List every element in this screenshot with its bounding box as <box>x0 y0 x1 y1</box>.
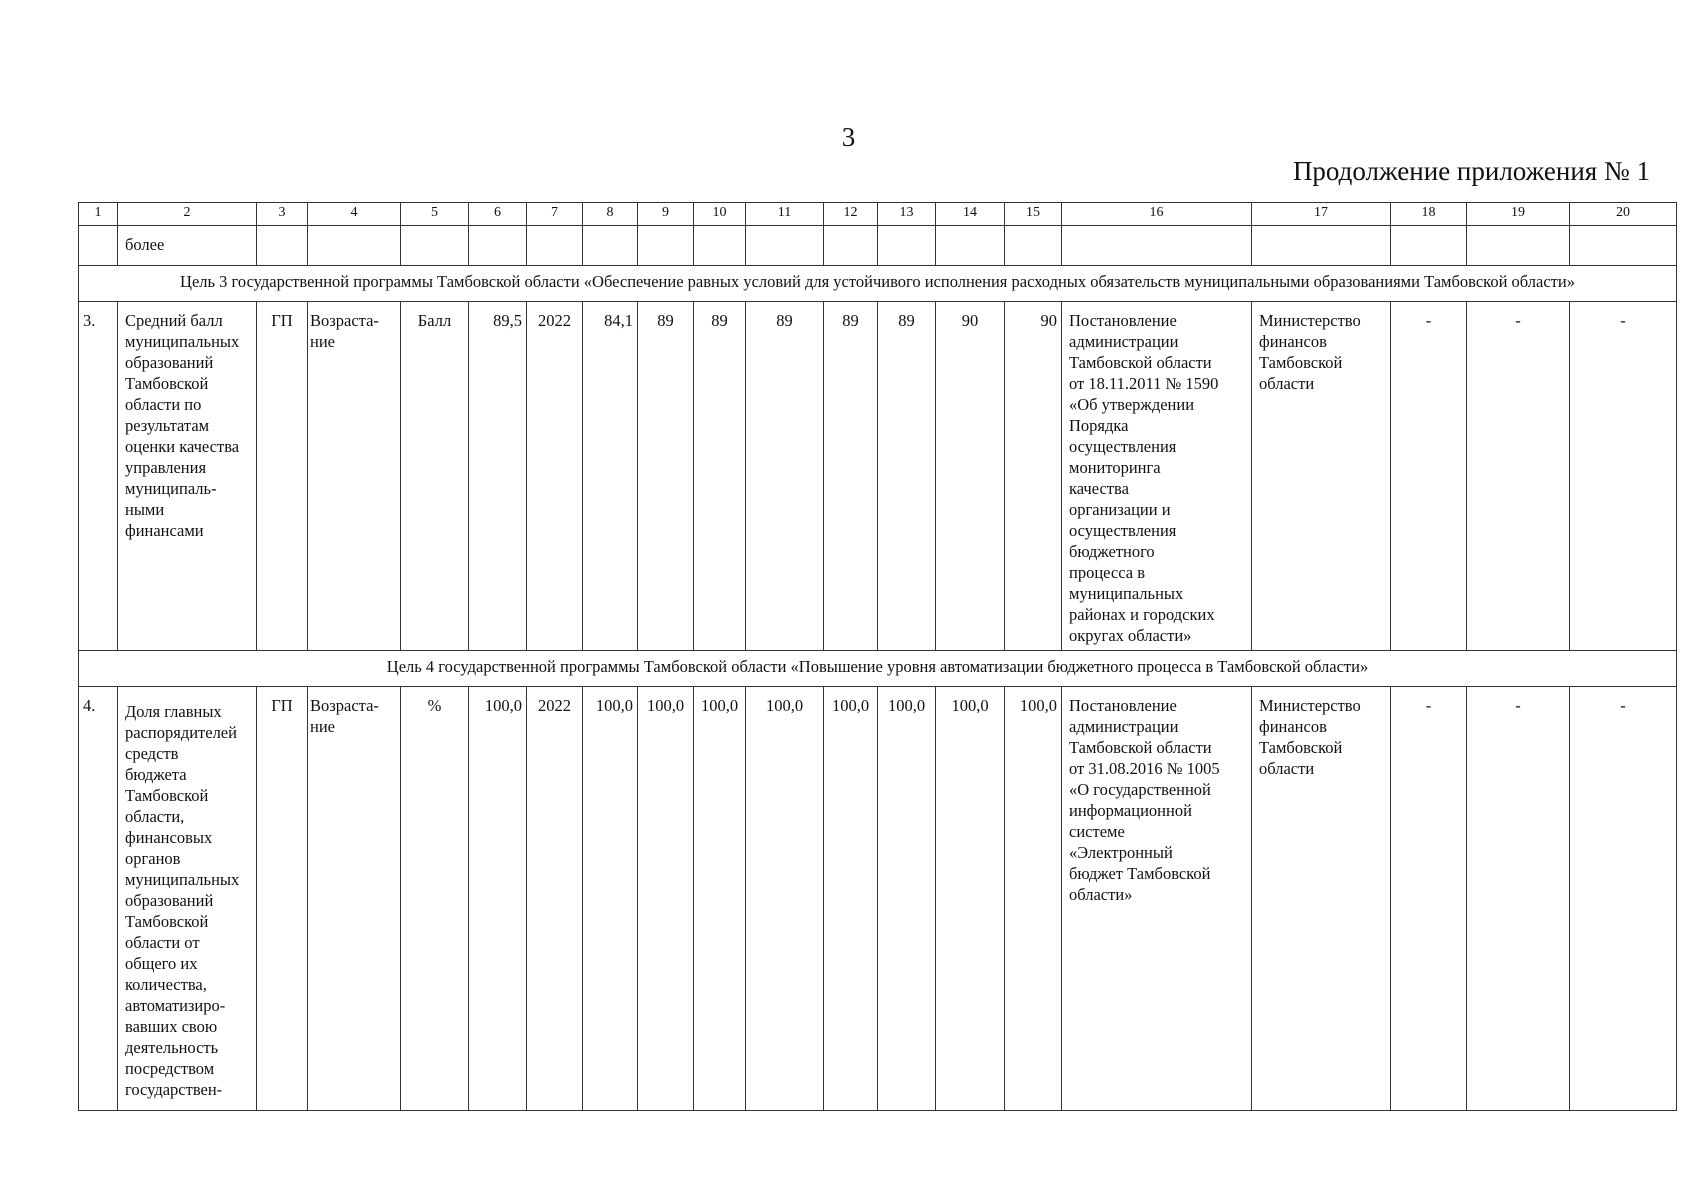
empty-dash: - <box>1391 687 1467 1111</box>
empty-dash: - <box>1570 687 1677 1111</box>
value-cell: 100,0 <box>1005 687 1062 1111</box>
column-number: 18 <box>1391 203 1467 226</box>
indicator-name: Средний балл муниципальных образований Тамбовской области по результатам оценки качества управления муниципаль- ными финансами <box>118 302 257 651</box>
responsible-body: Министерство финансов Тамбовской области <box>1252 302 1391 651</box>
indicator-type: ГП <box>257 302 308 651</box>
value-cell: 89 <box>824 302 878 651</box>
column-number: 17 <box>1252 203 1391 226</box>
value-cell: 90 <box>1005 302 1062 651</box>
row-number: 4. <box>79 687 118 1111</box>
goal-row <box>79 266 1677 302</box>
empty-dash: - <box>1391 302 1467 651</box>
column-number: 5 <box>401 203 469 226</box>
indicator-direction: Возраста- ние <box>308 302 401 651</box>
goal-row <box>79 651 1677 687</box>
indicator-type: ГП <box>257 687 308 1111</box>
column-number: 7 <box>527 203 583 226</box>
column-number: 16 <box>1062 203 1252 226</box>
appendix-title: Продолжение приложения № 1 <box>1292 156 1650 186</box>
column-number: 9 <box>638 203 694 226</box>
empty-dash: - <box>1467 302 1570 651</box>
column-number: 11 <box>746 203 824 226</box>
indicator-direction: Возраста- ние <box>308 687 401 1111</box>
base-year: 2022 <box>527 687 583 1111</box>
row-number: 3. <box>79 302 118 651</box>
value-cell: 100,0 <box>824 687 878 1111</box>
base-year: 2022 <box>527 302 583 651</box>
empty-dash: - <box>1467 687 1570 1111</box>
column-number: 10 <box>694 203 746 226</box>
value-cell: 89 <box>878 302 936 651</box>
value-cell: 100,0 <box>583 687 638 1111</box>
regulatory-document: Постановление администрации Тамбовской области от 18.11.2011 № 1590 «Об утверждении Порядка осуществления мониторинга качества организации и осуществления бюджетного процесса в муниципальных районах и городских округах области» <box>1062 302 1252 651</box>
column-number-row <box>79 203 1677 226</box>
value-cell: 100,0 <box>694 687 746 1111</box>
base-value: 100,0 <box>469 687 527 1111</box>
indicator-unit: % <box>401 687 469 1111</box>
base-value: 89,5 <box>469 302 527 651</box>
column-number: 14 <box>936 203 1005 226</box>
value-cell: 89 <box>694 302 746 651</box>
column-number: 3 <box>257 203 308 226</box>
column-number: 13 <box>878 203 936 226</box>
column-number: 8 <box>583 203 638 226</box>
goal-4-heading: Цель 4 государственной программы Тамбовской области «Повышение уровня автоматизации бюджетного процесса в Тамбовской области» <box>79 651 1677 687</box>
value-cell: 90 <box>936 302 1005 651</box>
value-cell: 100,0 <box>936 687 1005 1111</box>
indicator-unit: Балл <box>401 302 469 651</box>
continuation-row <box>79 226 1677 266</box>
column-number: 20 <box>1570 203 1677 226</box>
column-number: 12 <box>824 203 878 226</box>
value-cell: 100,0 <box>878 687 936 1111</box>
column-number: 19 <box>1467 203 1570 226</box>
indicators-table <box>78 202 1677 1111</box>
responsible-body: Министерство финансов Тамбовской области <box>1252 687 1391 1111</box>
column-number: 4 <box>308 203 401 226</box>
page-number: 3 <box>841 122 856 152</box>
column-number: 6 <box>469 203 527 226</box>
value-cell: 100,0 <box>746 687 824 1111</box>
continuation-text: более <box>118 226 257 266</box>
value-cell: 89 <box>746 302 824 651</box>
goal-3-heading: Цель 3 государственной программы Тамбовской области «Обеспечение равных условий для устойчивого исполнения расходных обязательств муниципальными образованиями Тамбовской области» <box>79 266 1677 302</box>
value-cell: 84,1 <box>583 302 638 651</box>
column-number: 2 <box>118 203 257 226</box>
indicator-name: Доля главных распорядителей средств бюджета Тамбовской области, финансовых органов муниципальных образований Тамбовской области от общего их количества, автоматизиро- вавших свою деятельность посредством государствен- <box>118 687 257 1111</box>
table-row <box>79 687 1677 1111</box>
column-number: 15 <box>1005 203 1062 226</box>
empty-dash: - <box>1570 302 1677 651</box>
regulatory-document: Постановление администрации Тамбовской области от 31.08.2016 № 1005 «О государственной информационной системе «Электронный бюджет Тамбовской области» <box>1062 687 1252 1111</box>
value-cell: 89 <box>638 302 694 651</box>
table-row <box>79 302 1677 651</box>
column-number: 1 <box>79 203 118 226</box>
value-cell: 100,0 <box>638 687 694 1111</box>
